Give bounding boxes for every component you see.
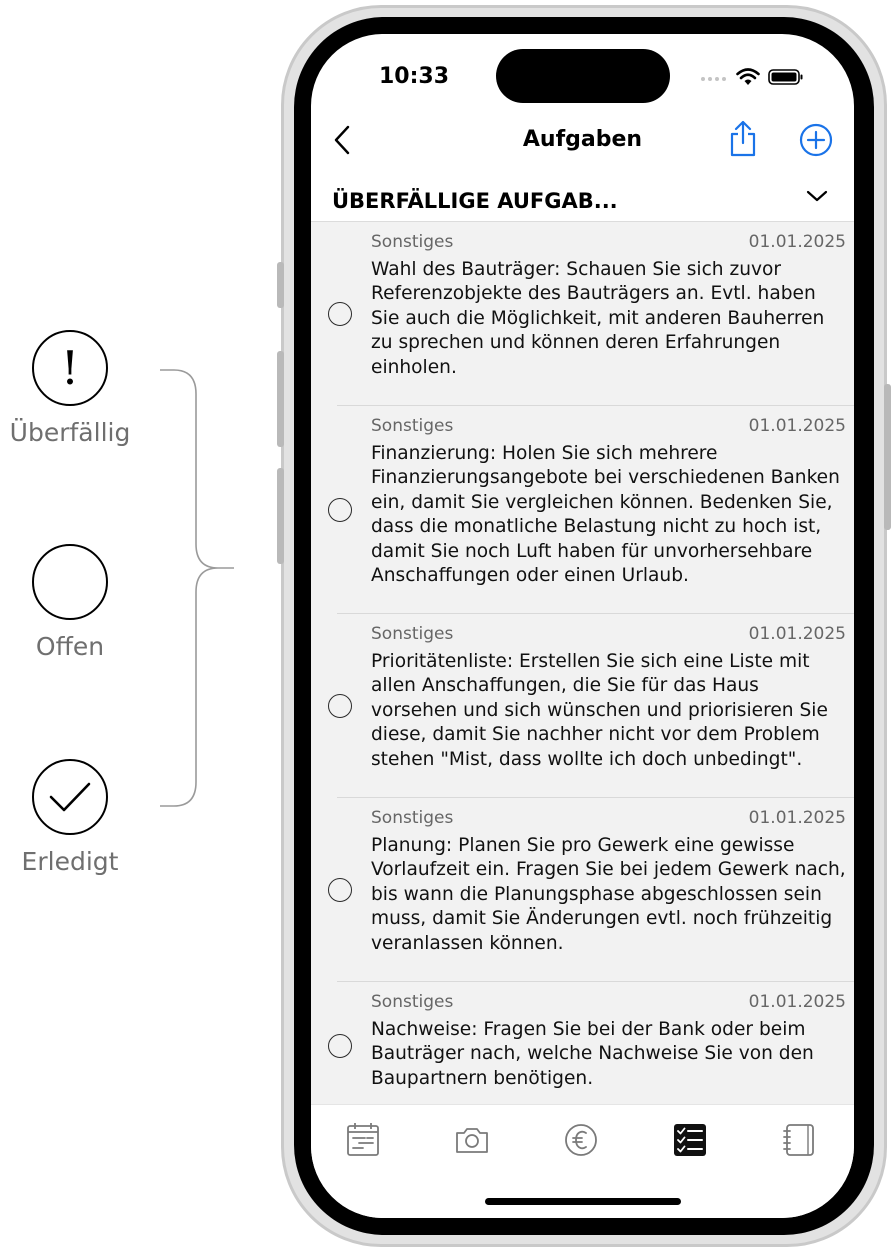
wifi-icon [736,68,760,86]
legend-overdue-label: Überfällig [9,418,131,447]
task-date: 01.01.2025 [748,232,846,252]
calendar-list-icon [345,1122,381,1158]
legend-done [0,759,140,876]
task-status-radio[interactable] [328,498,352,522]
task-text: Wahl des Bauträger: Schauen Sie sich zuvor Referenzobjekte des Bauträgers an. Evtl. haben Sie auch die Möglichkeit, mit anderen Bauherren zu sprechen und können deren Erfahrungen einholen. [371,259,825,378]
bracket-connector [158,368,238,810]
phone-screen [311,34,854,1218]
task-row[interactable] [311,798,854,982]
power-button [884,384,891,530]
task-date: 01.01.2025 [748,624,846,644]
status-icons [700,68,804,86]
tab-camera[interactable] [454,1122,490,1158]
task-category: Sonstiges [371,992,454,1012]
legend-done-label: Erledigt [21,847,119,876]
task-row[interactable] [311,406,854,614]
notebook-icon [781,1122,817,1158]
status-time: 10:33 [379,64,450,89]
task-text: Planung: Planen Sie pro Gewerk eine gewisse Vorlaufzeit ein. Fragen Sie bei jedem Gewerk nach, bis wann die Planungsphase abgeschlossen sein muss, damit Sie Änderungen evtl. noch frühzeitig veranlassen können. [371,835,846,954]
task-status-radio[interactable] [328,1034,352,1058]
page-title: Aufgaben [522,127,643,152]
plus-circle-icon [799,123,833,157]
euro-icon [563,1122,599,1158]
task-status-radio[interactable] [328,878,352,902]
task-date: 01.01.2025 [748,992,846,1012]
task-category: Sonstiges [371,808,454,828]
task-status-radio[interactable] [328,694,352,718]
legend-overdue [0,330,140,447]
tab-tasks[interactable] [672,1122,708,1158]
battery-icon [768,68,804,86]
action-button [277,262,284,308]
add-task-button[interactable] [799,123,833,162]
task-row[interactable] [311,222,854,406]
task-text: Prioritätenliste: Erstellen Sie sich eine Liste mit allen Anschaffungen, die Sie für das Haus vorsehen und sich wünschen und priorisieren Sie diese, damit Sie nachher nicht vor dem Problem stehen "Mist, dass wollte ich doch unbedingt". [371,651,828,770]
task-date: 01.01.2025 [748,808,846,828]
task-category: Sonstiges [371,416,454,436]
exclamation-icon: ! [32,330,108,406]
tab-finances[interactable] [563,1122,599,1158]
legend-open-label: Offen [35,632,105,661]
section-collapse-button[interactable] [806,189,828,208]
share-button[interactable] [728,120,758,163]
task-date: 01.01.2025 [748,416,846,436]
task-text: Finanzierung: Holen Sie sich mehrere Finanzierungsangebote bei verschiedenen Banken ein, damit Sie vergleichen können. Bedenken Sie, dass die monatliche Belastung nicht zu hoch ist, damit Sie noch Luft haben für unvorhersehbare Anschaffungen oder einen Urlaub. [371,443,840,587]
task-text: Nachweise: Fragen Sie bei der Bank oder beim Bauträger nach, welche Nachweise Sie von den Baupartnern benötigen. [371,1019,814,1089]
tab-notebook[interactable] [781,1122,817,1158]
checkmark-icon [32,759,108,835]
volume-down-button [277,468,284,564]
section-title: ÜBERFÄLLIGE AUFGAB... [332,189,618,213]
signal-icon [700,72,728,82]
task-list [311,222,854,1104]
share-icon [728,120,758,158]
chevron-down-icon [806,189,828,203]
checklist-icon [672,1122,708,1158]
legend-open [0,544,140,661]
task-status-radio[interactable] [328,302,352,326]
home-indicator[interactable] [485,1198,681,1205]
camera-icon [454,1122,490,1158]
open-circle-icon [32,544,108,620]
volume-up-button [277,351,284,447]
tab-calendar-list[interactable] [345,1122,381,1158]
task-row[interactable] [311,614,854,798]
dynamic-island [496,49,670,103]
task-category: Sonstiges [371,624,454,644]
task-category: Sonstiges [371,232,454,252]
task-row[interactable] [311,982,854,1104]
